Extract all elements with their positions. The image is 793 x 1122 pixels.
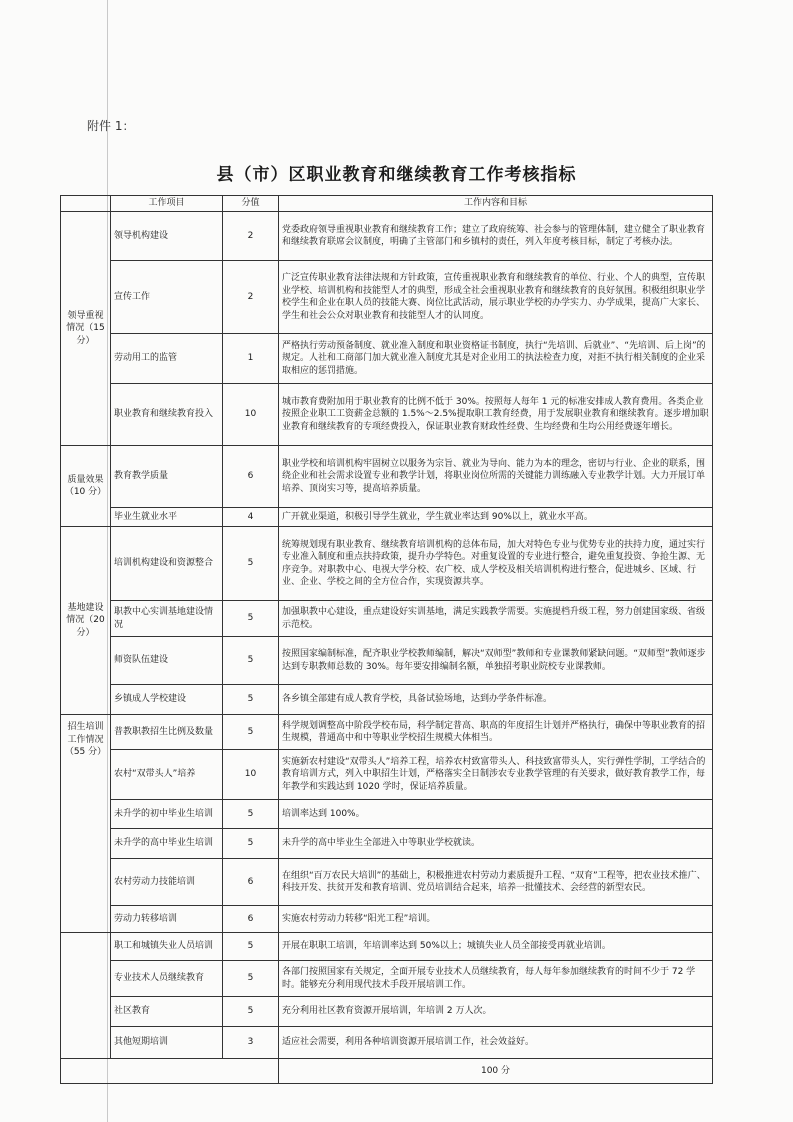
item-score: 6 xyxy=(223,446,279,508)
table-row xyxy=(61,829,713,859)
item-score: 5 xyxy=(223,601,279,637)
item-content: 各部门按照国家有关规定，全面开展专业技术人员继续教育，每人每年参加继续教育的时间不少于 72 学时。能够充分利用现代技术手段开展培训工作。 xyxy=(279,961,713,997)
item-score: 1 xyxy=(223,334,279,384)
item-content: 开展在职职工培训，年培训率达到 50%以上；城镇失业人员全部接受再就业培训。 xyxy=(279,933,713,961)
table-row xyxy=(61,715,713,750)
table-row xyxy=(61,508,713,527)
item-name: 劳动用工的监管 xyxy=(111,334,223,384)
item-name: 职教中心实训基地建设情况 xyxy=(111,601,223,637)
table-row xyxy=(61,212,713,261)
table-row xyxy=(61,1027,713,1059)
item-name: 教育教学质量 xyxy=(111,446,223,508)
item-name: 未升学的初中毕业生培训 xyxy=(111,800,223,829)
table-row xyxy=(61,997,713,1027)
item-name: 乡镇成人学校建设 xyxy=(111,685,223,715)
table-row xyxy=(61,800,713,829)
attachment-label: 附件 1： xyxy=(87,119,135,133)
header-category xyxy=(61,196,111,212)
item-score: 5 xyxy=(223,527,279,601)
table-row xyxy=(61,261,713,334)
item-content: 严格执行劳动预备制度、就业准入制度和职业资格证书制度，执行“先培训、后就业”、“先培训、后上岗”的规定。人社和工商部门加大就业准入制度尤其是对企业用工的执法检查力度，对拒不执行相关制度的企业采取相应的惩罚措施。 xyxy=(279,334,713,384)
item-content: 城市教育费附加用于职业教育的比例不低于 30%。按照每人每年 1 元的标准安排成人教育费用。各类企业按照企业职工工资薪金总额的 1.5%～2.5%提取职工教育经费，用于发展职业教育和继续教育。逐步增加职业教育和继续教育的专项经费投入，保证职业教育财政性经费、生均经费和生均公用经费逐年增长。 xyxy=(279,384,713,446)
item-score: 5 xyxy=(223,715,279,750)
category-continuation xyxy=(61,933,111,1059)
item-score: 10 xyxy=(223,750,279,800)
table-row xyxy=(61,933,713,961)
item-name: 宣传工作 xyxy=(111,261,223,334)
table-row xyxy=(61,750,713,800)
category-leadership: 领导重视情况（15 分） xyxy=(61,212,111,446)
item-name: 毕业生就业水平 xyxy=(111,508,223,527)
item-content: 适应社会需要，利用各种培训资源开展培训工作，社会效益好。 xyxy=(279,1027,713,1059)
item-content: 党委政府领导重视职业教育和继续教育工作；建立了政府统筹、社会参与的管理体制，建立健全了职业教育和继续教育联席会议制度，明确了主管部门和乡镇村的责任，列入年度考核目标，制定了考核办法。 xyxy=(279,212,713,261)
item-name: 社区教育 xyxy=(111,997,223,1027)
item-score: 6 xyxy=(223,859,279,906)
item-name: 师资队伍建设 xyxy=(111,637,223,685)
item-name: 其他短期培训 xyxy=(111,1027,223,1059)
item-score: 6 xyxy=(223,906,279,933)
item-name: 农村劳动力技能培训 xyxy=(111,859,223,906)
document-title: 县（市）区职业教育和继续教育工作考核指标 xyxy=(216,165,577,185)
item-name: 职业教育和继续教育投入 xyxy=(111,384,223,446)
item-score: 5 xyxy=(223,933,279,961)
item-content: 职业学校和培训机构牢固树立以服务为宗旨、就业为导向、能力为本的理念，密切与行业、企业的联系，围绕企业和社会需求设置专业和教学计划，将职业岗位所需的关键能力训练融入专业教学计划。大力开展订单培养、顶岗实习等，提高培养质量。 xyxy=(279,446,713,508)
item-score: 5 xyxy=(223,637,279,685)
header-score: 分值 xyxy=(223,196,279,212)
item-content: 培训率达到 100%。 xyxy=(279,800,713,829)
item-content: 按照国家编制标准，配齐职业学校教师编制，解决“双师型”教师和专业课教师紧缺问题。“双师型”教师逐步达到专职教师总数的 30%。每年要安排编制名额，单独招考职业院校专业课教师。 xyxy=(279,637,713,685)
total-row xyxy=(61,1059,713,1084)
item-content: 广开就业渠道，积极引导学生就业，学生就业率达到 90%以上，就业水平高。 xyxy=(279,508,713,527)
table-row xyxy=(61,961,713,997)
table-row xyxy=(61,637,713,685)
table-row xyxy=(61,527,713,601)
header-content: 工作内容和目标 xyxy=(279,196,713,212)
assessment-table xyxy=(60,195,713,1084)
total-label-cell xyxy=(61,1059,279,1084)
item-score: 2 xyxy=(223,261,279,334)
table-header-row xyxy=(61,196,713,212)
item-name: 领导机构建设 xyxy=(111,212,223,261)
item-score: 5 xyxy=(223,997,279,1027)
item-content: 充分利用社区教育资源开展培训，年培训 2 万人次。 xyxy=(279,997,713,1027)
item-name: 未升学的高中毕业生培训 xyxy=(111,829,223,859)
table-row xyxy=(61,384,713,446)
item-content: 科学规划调整高中阶段学校布局，科学制定普高、职高的年度招生计划并严格执行，确保中等职业教育的招生规模，普通高中和中等职业学校招生规模大体相当。 xyxy=(279,715,713,750)
item-score: 5 xyxy=(223,961,279,997)
item-name: 普教职教招生比例及数量 xyxy=(111,715,223,750)
item-score: 5 xyxy=(223,685,279,715)
item-content: 统筹规划现有职业教育、继续教育培训机构的总体布局，加大对特色专业与优势专业的扶持力度，通过实行专业准入制度和重点扶持政策，提升办学特色。对重复设置的专业进行整合，避免重复投资、争抢生源、无序竞争。对职教中心、电视大学分校、农广校、成人学校及相关培训机构进行整合，促进城乡、区域、行业、企业、学校之间的全方位合作，实现资源共享。 xyxy=(279,527,713,601)
item-name: 职工和城镇失业人员培训 xyxy=(111,933,223,961)
item-name: 培训机构建设和资源整合 xyxy=(111,527,223,601)
item-content: 实施新农村建设“双带头人”培养工程，培养农村致富带头人、科技致富带头人，实行弹性学制，工学结合的教育培训方式，列入中职招生计划，严格落实全日制涉农专业教学管理的有关要求，做好教育教学工作，每年教学和实践达到 1020 学时，保证培养质量。 xyxy=(279,750,713,800)
item-name: 农村“双带头人”培养 xyxy=(111,750,223,800)
table-row xyxy=(61,334,713,384)
item-score: 5 xyxy=(223,800,279,829)
item-name: 劳动力转移培训 xyxy=(111,906,223,933)
item-score: 5 xyxy=(223,829,279,859)
item-score: 10 xyxy=(223,384,279,446)
total-score: 100 分 xyxy=(279,1059,713,1084)
category-quality: 质量效果（10 分） xyxy=(61,446,111,527)
category-base-construction: 基地建设情况（20 分） xyxy=(61,527,111,715)
item-content: 未升学的高中毕业生全部进入中等职业学校就读。 xyxy=(279,829,713,859)
header-item: 工作项目 xyxy=(111,196,223,212)
item-content: 各乡镇全部建有成人教育学校，具备试验场地，达到办学条件标准。 xyxy=(279,685,713,715)
item-content: 广泛宣传职业教育法律法规和方针政策，宣传重视职业教育和继续教育的单位、行业、个人的典型，宣传职业学校、培训机构和技能型人才的典型，形成全社会重视职业教育和继续教育的良好氛围。积极组织职业学校学生和企业在职人员的技能大赛、岗位比武活动，展示职业学校的办学实力、办学成果，提高广大家长、学生和社会公众对职业教育和技能型人才的认同度。 xyxy=(279,261,713,334)
table-row xyxy=(61,601,713,637)
table-row xyxy=(61,859,713,906)
table-row xyxy=(61,685,713,715)
table-row xyxy=(61,446,713,508)
table-row xyxy=(61,906,713,933)
item-score: 3 xyxy=(223,1027,279,1059)
item-content: 加强职教中心建设，重点建设好实训基地，满足实践教学需要。实施提档升级工程，努力创建国家级、省级示范校。 xyxy=(279,601,713,637)
item-score: 2 xyxy=(223,212,279,261)
item-content: 实施农村劳动力转移“阳光工程”培训。 xyxy=(279,906,713,933)
item-score: 4 xyxy=(223,508,279,527)
category-enrollment-training: 招生培训工作情况（55 分） xyxy=(61,715,111,933)
item-name: 专业技术人员继续教育 xyxy=(111,961,223,997)
item-content: 在组织“百万农民大培训”的基础上，积极推进农村劳动力素质提升工程、“双育”工程等，把农业技术推广、科技开发、扶贫开发和教育培训、党员培训结合起来，培养一批懂技术、会经营的新型农民。 xyxy=(279,859,713,906)
